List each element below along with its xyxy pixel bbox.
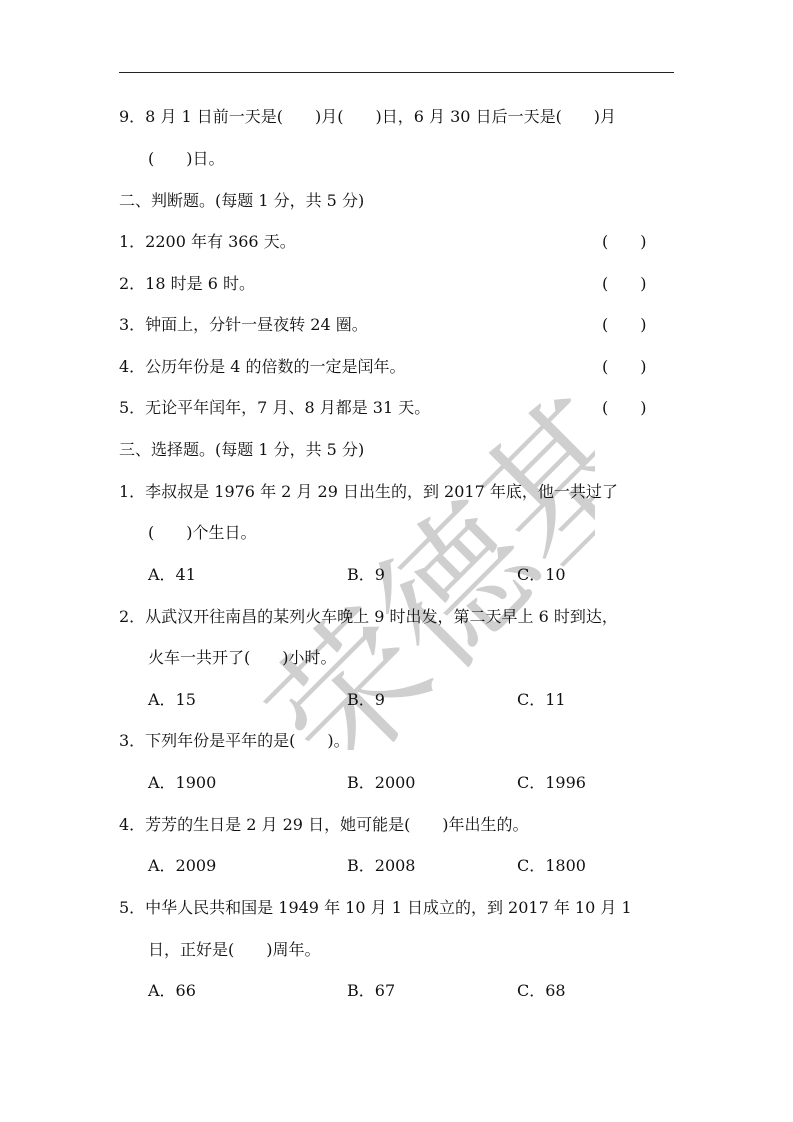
choice-q4-option-c: C．1800 bbox=[517, 856, 586, 875]
judge-item-3: 3．钟面上，分针一昼夜转 24 圈。 bbox=[119, 315, 368, 334]
choice-q3-line1: 3．下列年份是平年的是( )。 bbox=[119, 731, 350, 750]
judge-item-1: 1．2200 年有 366 天。 bbox=[119, 232, 296, 251]
judge-answer-blank-4: ( ) bbox=[602, 357, 647, 376]
judge-item-2: 2．18 时是 6 时。 bbox=[119, 274, 255, 293]
q9-line1: 9．8 月 1 日前一天是( )月( )日，6 月 30 日后一天是( )月 bbox=[119, 107, 617, 126]
choice-q1-option-a: A．41 bbox=[148, 565, 196, 584]
choice-q2-option-b: B．9 bbox=[347, 690, 385, 709]
judge-answer-blank-1: ( ) bbox=[602, 232, 647, 251]
choice-q5-option-b: B．67 bbox=[347, 981, 396, 1000]
section3-heading: 三、选择题。(每题 1 分，共 5 分) bbox=[119, 440, 365, 459]
watermark-text: 荣德基 bbox=[237, 367, 595, 750]
judge-answer-blank-3: ( ) bbox=[602, 315, 647, 334]
choice-q3-option-a: A．1900 bbox=[148, 773, 217, 792]
header-rule bbox=[119, 72, 674, 73]
choice-q5-option-a: A．66 bbox=[148, 981, 196, 1000]
choice-q3-option-b: B．2000 bbox=[347, 773, 416, 792]
q9-line2: ( )日。 bbox=[148, 149, 225, 168]
choice-q3-option-c: C．1996 bbox=[517, 773, 586, 792]
choice-q4-option-a: A．2009 bbox=[148, 856, 217, 875]
choice-q5-line2: 日，正好是( )周年。 bbox=[148, 940, 321, 959]
judge-answer-blank-5: ( ) bbox=[602, 398, 647, 417]
choice-q1-option-b: B．9 bbox=[347, 565, 385, 584]
judge-item-5: 5．无论平年闰年，7 月、8 月都是 31 天。 bbox=[119, 398, 431, 417]
choice-q2-line1: 2．从武汉开往南昌的某列火车晚上 9 时出发，第二天早上 6 时到达， bbox=[119, 607, 618, 626]
choice-q4-option-b: B．2008 bbox=[347, 856, 416, 875]
choice-q5-line1: 5．中华人民共和国是 1949 年 10 月 1 日成立的，到 2017 年 10 月 1 bbox=[119, 898, 632, 917]
choice-q1-option-c: C．10 bbox=[517, 565, 566, 584]
choice-q2-option-c: C．11 bbox=[517, 690, 566, 709]
choice-q5-option-c: C．68 bbox=[517, 981, 566, 1000]
choice-q1-line1: 1．李叔叔是 1976 年 2 月 29 日出生的，到 2017 年底，他一共过了 bbox=[119, 482, 618, 501]
judge-answer-blank-2: ( ) bbox=[602, 274, 647, 293]
choice-q4-line1: 4．芳芳的生日是 2 月 29 日，她可能是( )年出生的。 bbox=[119, 815, 529, 834]
choice-q2-line2: 火车一共开了( )小时。 bbox=[148, 648, 337, 667]
choice-q2-option-a: A．15 bbox=[148, 690, 196, 709]
section2-heading: 二、判断题。(每题 1 分，共 5 分) bbox=[119, 191, 365, 210]
choice-q1-line2: ( )个生日。 bbox=[148, 523, 257, 542]
judge-item-4: 4．公历年份是 4 的倍数的一定是闰年。 bbox=[119, 357, 406, 376]
